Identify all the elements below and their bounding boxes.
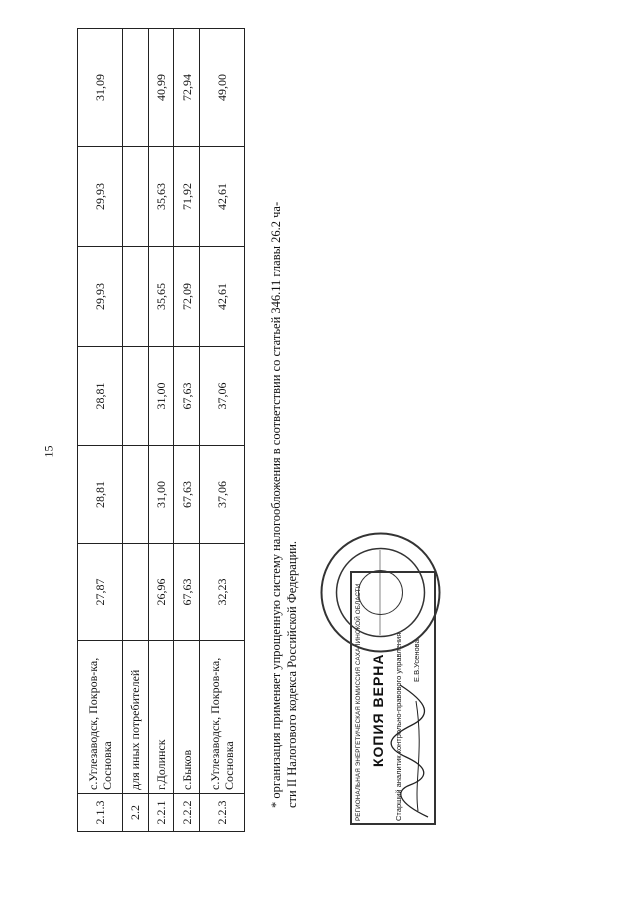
row-value: 72,94	[174, 29, 200, 147]
row-value: 35,63	[148, 147, 174, 247]
row-value: 28,81	[78, 347, 123, 446]
row-code: 2.1.3	[78, 794, 123, 832]
row-code: 2.2.1	[148, 794, 174, 832]
table-row	[148, 29, 174, 832]
footnote-line-1: * организация применяет упрощенную систему налогообложения в соответствии со статьей 346.11 главы 26.2 ча-	[269, 201, 283, 808]
row-value	[122, 347, 148, 446]
row-value: 67,63	[174, 347, 200, 446]
row-value: 67,63	[174, 446, 200, 544]
row-value	[122, 147, 148, 247]
stamp-header: РЕГИОНАЛЬНАЯ ЭНЕРГЕТИЧЕСКАЯ КОМИССИЯ САХАЛИНСКОЙ ОБЛАСТИ	[355, 583, 362, 821]
row-code: 2.2.2	[174, 794, 200, 832]
row-value: 29,93	[78, 247, 123, 347]
footnote-line-2: сти II Налогового кодекса Российской Федерации.	[285, 540, 299, 808]
row-name: для иных потребителей	[122, 641, 148, 794]
row-value: 32,23	[200, 544, 245, 641]
row-value: 26,96	[148, 544, 174, 641]
row-value: 49,00	[200, 29, 245, 147]
seal-icon	[318, 530, 443, 655]
signature-icon	[388, 681, 436, 821]
row-value: 67,63	[174, 544, 200, 641]
table-row	[122, 29, 148, 832]
table-row	[78, 29, 123, 832]
row-value: 42,61	[200, 247, 245, 347]
stamp-position: Старший аналитик контрольно-правового управления	[394, 632, 403, 821]
row-value: 27,87	[78, 544, 123, 641]
row-value	[122, 544, 148, 641]
row-value: 37,06	[200, 347, 245, 446]
table-row	[174, 29, 200, 832]
row-value	[122, 247, 148, 347]
row-code: 2.2.3	[200, 794, 245, 832]
row-value: 37,06	[200, 446, 245, 544]
row-value: 35,65	[148, 247, 174, 347]
row-value: 29,93	[78, 147, 123, 247]
row-name: г.Долинск	[148, 641, 174, 794]
stamp-name: Е.В.Усенова	[412, 639, 421, 682]
row-value: 72,09	[174, 247, 200, 347]
row-value: 31,00	[148, 446, 174, 544]
row-value	[122, 446, 148, 544]
row-code: 2.2	[122, 794, 148, 832]
row-value: 28,81	[78, 446, 123, 544]
footnote	[268, 48, 300, 808]
row-value: 31,09	[78, 29, 123, 147]
row-name: с.Углезаводск, Покров-ка, Сосновка	[78, 641, 123, 794]
row-value: 42,61	[200, 147, 245, 247]
stamp-title: КОПИЯ ВЕРНА	[370, 653, 386, 767]
tariff-table	[77, 28, 245, 832]
row-name: с.Углезаводск, Покров-ка, Сосновка	[200, 641, 245, 794]
row-name: с.Быков	[174, 641, 200, 794]
page-number: 15	[41, 445, 56, 458]
table-row	[200, 29, 245, 832]
row-value: 71,92	[174, 147, 200, 247]
row-value: 40,99	[148, 29, 174, 147]
row-value	[122, 29, 148, 147]
row-value: 31,00	[148, 347, 174, 446]
